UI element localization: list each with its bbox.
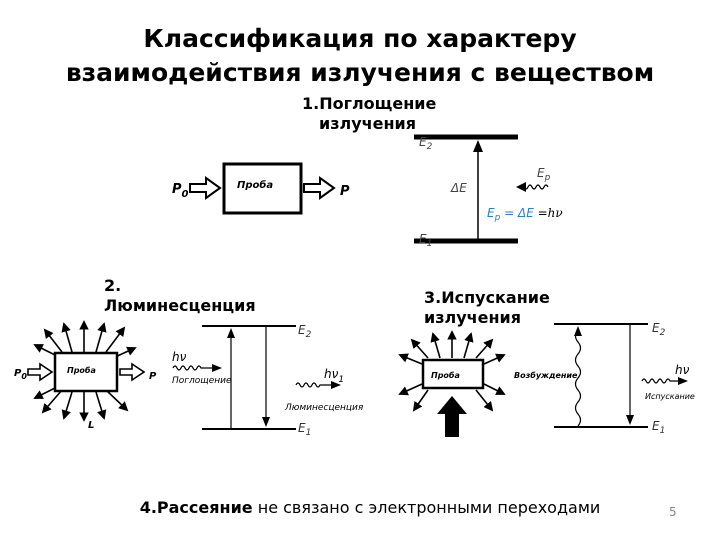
lum-e2-label: $E_2$ xyxy=(298,323,312,340)
lum-p0-label: $P_0$ xyxy=(14,368,27,381)
em-e1-label: $E_1$ xyxy=(652,419,666,436)
absorption-heading-line-2: излучения xyxy=(319,114,417,133)
excitation-wavy-arrowhead xyxy=(574,326,582,336)
absorption-label: Поглощение xyxy=(172,376,232,386)
lum-hv-out-label: $h\nu_1$ xyxy=(324,367,345,385)
em-outgoing-photon-wave xyxy=(642,379,680,383)
excitation-label: Возбуждение xyxy=(514,371,578,380)
emission-heading-line-2: излучения xyxy=(424,308,522,327)
page-number: 5 xyxy=(669,505,677,519)
emission-heading-line-1: 3.Испускание xyxy=(424,288,550,307)
title-line-1: Классификация по характеру xyxy=(143,24,577,53)
l-label: L xyxy=(88,420,95,431)
luminescence-label: Люминесценция xyxy=(285,403,364,413)
p-out-label: P xyxy=(340,184,350,199)
e2-label: $E_2$ xyxy=(419,135,433,152)
scattering-note-bold: 4.Рассеяние xyxy=(139,498,253,517)
e1-label: $E_1$ xyxy=(419,232,433,249)
delta-e-label: ΔE xyxy=(451,181,467,195)
scattering-note xyxy=(0,498,720,517)
em-emission-arrowhead xyxy=(626,415,634,425)
absorption-heading-line-1: 1.Поглощение xyxy=(302,94,437,113)
emission-sample-label: Проба xyxy=(431,371,460,380)
lum-hv-in-label: hν xyxy=(172,350,187,364)
luminescence-heading-line-2: Люминесценция xyxy=(104,296,256,315)
em-e2-label: $E_2$ xyxy=(652,321,666,338)
lum-e1-label: $E_1$ xyxy=(298,421,312,438)
emission-label: Испускание xyxy=(645,392,695,401)
lum-sample-label: Проба xyxy=(67,366,96,375)
lum-p-out-label: P xyxy=(149,371,157,382)
luminescence-heading-line-1: 2. xyxy=(104,276,122,295)
svg-text:P0: $P_0$ xyxy=(172,182,189,200)
sample-label: Проба xyxy=(237,180,274,191)
scattering-note-rest: не связано с электронными переходами xyxy=(252,498,601,517)
em-hv-out-label: hν xyxy=(675,363,690,377)
em-outgoing-photon-arrowhead xyxy=(678,377,688,385)
title-line-2: взаимодействия излучения с веществом xyxy=(65,58,655,87)
energy-equation: $E_p = \Delta E =h\nu$ xyxy=(487,206,563,223)
photon-energy-label: $E_p$ xyxy=(537,166,551,183)
